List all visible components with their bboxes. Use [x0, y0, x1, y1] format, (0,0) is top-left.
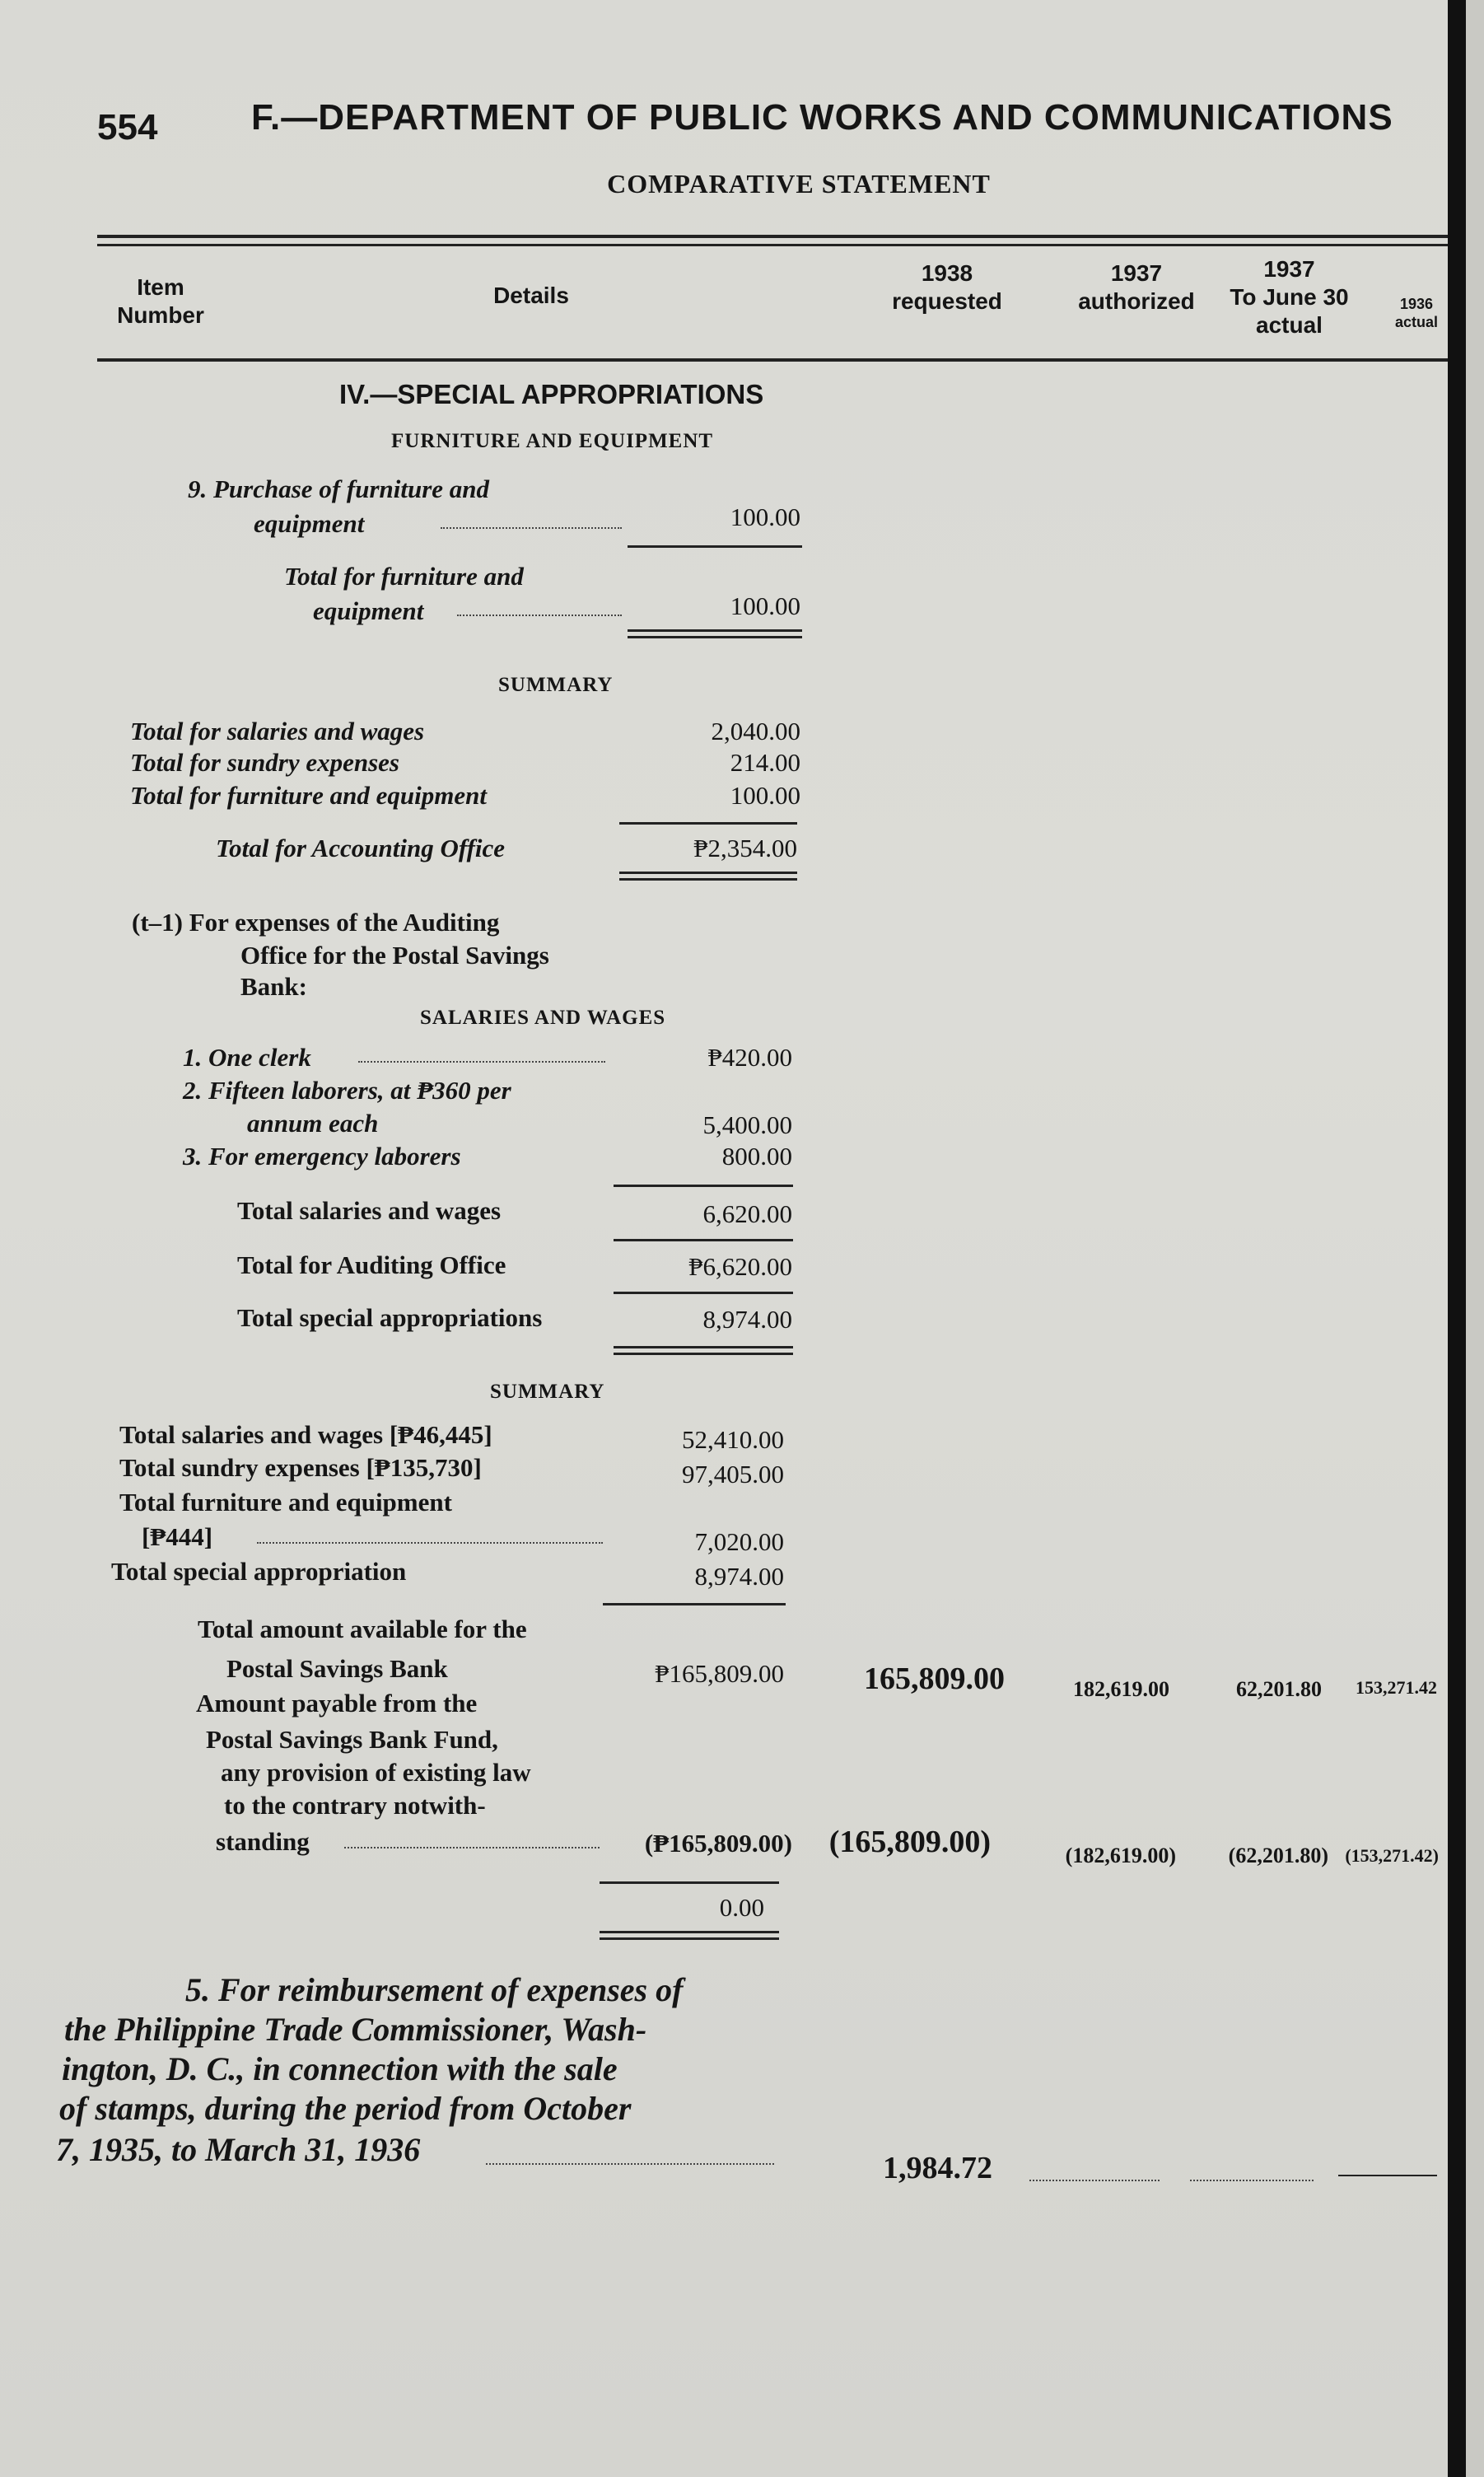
rule-special-1 — [614, 1346, 793, 1348]
rule-summary1 — [619, 822, 797, 825]
item5-line2: the Philippine Trade Commissioner, Wash- — [64, 2011, 647, 2048]
col-details: Details — [493, 283, 569, 308]
rule-auditing-items — [614, 1185, 793, 1187]
summary2-sw: Total salaries and wages [₱46,445] — [119, 1420, 492, 1449]
auditing-item3: 3. For emergency laborers — [183, 1142, 461, 1171]
col-item-number — [99, 273, 222, 329]
rule-special-2 — [614, 1353, 793, 1355]
available-1937-actual: 62,201.80 — [1236, 1677, 1322, 1701]
available-1938: 165,809.00 — [864, 1661, 1005, 1696]
auditing-item2-amount: 5,400.00 — [702, 1110, 792, 1139]
summary1-heading: SUMMARY — [498, 674, 614, 696]
summary1-total-label: Total for Accounting Office — [216, 834, 506, 862]
auditing-intro-line1: (t–1) For expenses of the Auditing — [132, 908, 500, 937]
available-detail-amount: ₱165,809.00 — [655, 1659, 784, 1688]
payable-detail-amount: (₱165,809.00) — [644, 1829, 792, 1858]
item5-1937a-blank — [1029, 2180, 1160, 2181]
summary1-row-se-amount: 214.00 — [730, 748, 800, 777]
header-rule-top — [97, 235, 1460, 238]
payable-line4: to the contrary notwith- — [224, 1791, 486, 1820]
auditing-intro-line3: Bank: — [240, 972, 307, 1001]
auditing-item1-amount: ₱420.00 — [707, 1043, 792, 1072]
item5-leader — [486, 2163, 774, 2165]
rule-net-1 — [600, 1931, 779, 1933]
summary1-total-amount: ₱2,354.00 — [693, 834, 797, 862]
col-1937b-year: 1937 — [1263, 256, 1315, 282]
col-1937b-label: To June 30 — [1230, 284, 1349, 310]
payable-leader — [344, 1847, 600, 1848]
item5-1936-blank — [1338, 2175, 1437, 2176]
department-title: F.—DEPARTMENT OF PUBLIC WORKS AND COMMUNICATIONS — [251, 97, 1393, 138]
col-number-label: Number — [117, 302, 204, 328]
col-1938-requested — [873, 259, 1021, 315]
summary2-sw-amount: 52,410.00 — [682, 1425, 784, 1454]
col-1938-label: requested — [892, 288, 1002, 314]
payable-line1: Amount payable from the — [196, 1689, 478, 1718]
col-1936-year: 1936 — [1399, 296, 1434, 312]
payable-line3: any provision of existing law — [221, 1758, 531, 1787]
auditing-total-sw-amount: 6,620.00 — [702, 1199, 792, 1228]
rule-fe-2 — [628, 636, 802, 638]
col-1937-actual — [1217, 255, 1361, 339]
payable-1936-actual: (153,271.42) — [1345, 1845, 1439, 1866]
payable-1937-authorized: (182,619.00) — [1065, 1844, 1176, 1867]
available-1937-authorized: 182,619.00 — [1073, 1677, 1169, 1701]
auditing-item1-leader — [358, 1061, 605, 1063]
summary2-sa: Total special appropriation — [111, 1557, 407, 1586]
auditing-total-special: Total special appropriations — [237, 1303, 543, 1332]
section-title: IV.—SPECIAL APPROPRIATIONS — [339, 379, 764, 409]
available-1936-actual: 153,271.42 — [1356, 1677, 1437, 1698]
summary1-row-fe-amount: 100.00 — [730, 781, 800, 810]
summary2-heading: SUMMARY — [490, 1381, 605, 1403]
rule-summary2 — [603, 1603, 786, 1605]
summary1-row-se: Total for sundry expenses — [130, 748, 399, 777]
item5-1937b-blank — [1190, 2180, 1314, 2181]
rule-net — [600, 1881, 779, 1884]
furniture-heading: FURNITURE AND EQUIPMENT — [391, 430, 714, 452]
col-1938-year: 1938 — [921, 260, 973, 286]
item5-line3: ington, D. C., in connection with the sale — [62, 2050, 618, 2087]
rule-auditing-sw — [614, 1239, 793, 1241]
rule-net-2 — [600, 1937, 779, 1940]
item5-line4: of stamps, during the period from October — [59, 2090, 632, 2127]
total-fe-line1: Total for furniture and — [284, 562, 524, 591]
net-amount: 0.00 — [719, 1893, 764, 1922]
auditing-item2-line1: 2. Fifteen laborers, at ₱360 per — [183, 1076, 511, 1105]
col-item-label: Item — [137, 274, 184, 300]
total-fe-line2: equipment — [313, 596, 424, 625]
col-1937a-label: authorized — [1078, 288, 1195, 314]
item9-line2: equipment — [254, 509, 365, 538]
summary1-row-sw: Total for salaries and wages — [130, 717, 425, 745]
col-1936-label: actual — [1394, 314, 1439, 330]
header-rule-top-2 — [97, 244, 1460, 246]
payable-1938: (165,809.00) — [828, 1825, 991, 1859]
summary2-fe-leader — [257, 1542, 603, 1544]
header-rule-bottom — [97, 358, 1460, 362]
rule-auditing-office — [614, 1292, 793, 1294]
auditing-intro-line2: Office for the Postal Savings — [240, 941, 549, 970]
auditing-item1: 1. One clerk — [183, 1043, 311, 1072]
statement-subtitle: COMPARATIVE STATEMENT — [607, 169, 991, 199]
col-1937b-label2: actual — [1256, 312, 1323, 338]
summary2-sa-amount: 8,974.00 — [694, 1562, 784, 1591]
summary2-se: Total sundry expenses [₱135,730] — [119, 1453, 482, 1482]
item5-1938-amount: 1,984.72 — [883, 2151, 992, 2185]
item5-line1: 5. For reimbursement of expenses of — [185, 1971, 684, 2008]
auditing-item2-line2: annum each — [247, 1109, 379, 1138]
binding-edge — [1448, 0, 1466, 2477]
available-line1: Total amount available for the — [198, 1615, 527, 1643]
summary2-fe-line2: [₱444] — [142, 1522, 213, 1551]
auditing-total-sw: Total salaries and wages — [237, 1196, 502, 1225]
page-number: 554 — [97, 107, 158, 147]
rule-item9 — [628, 545, 802, 548]
total-fe-amount: 100.00 — [730, 591, 800, 620]
col-1936-actual — [1384, 295, 1449, 331]
auditing-total-special-amount: 8,974.00 — [702, 1305, 792, 1334]
available-line2: Postal Savings Bank — [226, 1654, 448, 1683]
item9-amount: 100.00 — [730, 502, 800, 531]
col-1937a-year: 1937 — [1110, 260, 1163, 286]
auditing-total-office: Total for Auditing Office — [237, 1250, 506, 1279]
payable-1937-actual: (62,201.80) — [1228, 1844, 1328, 1867]
summary2-se-amount: 97,405.00 — [682, 1460, 784, 1489]
rule-summary1-total-2 — [619, 878, 797, 881]
summary1-row-sw-amount: 2,040.00 — [711, 717, 800, 745]
item9-line1: 9. Purchase of furniture and — [188, 474, 490, 503]
item5-line5: 7, 1935, to March 31, 1936 — [56, 2131, 421, 2168]
salaries-heading: SALARIES AND WAGES — [420, 1007, 666, 1029]
auditing-total-office-amount: ₱6,620.00 — [688, 1252, 792, 1281]
summary1-row-fe: Total for furniture and equipment — [130, 781, 487, 810]
auditing-item3-amount: 800.00 — [721, 1142, 792, 1171]
payable-line5: standing — [216, 1827, 310, 1856]
summary2-fe-line1: Total furniture and equipment — [119, 1488, 452, 1517]
col-1937-authorized — [1058, 259, 1215, 315]
payable-line2: Postal Savings Bank Fund, — [206, 1725, 498, 1754]
rule-fe-1 — [628, 629, 802, 632]
rule-summary1-total-1 — [619, 872, 797, 874]
summary2-fe-amount: 7,020.00 — [694, 1527, 784, 1556]
